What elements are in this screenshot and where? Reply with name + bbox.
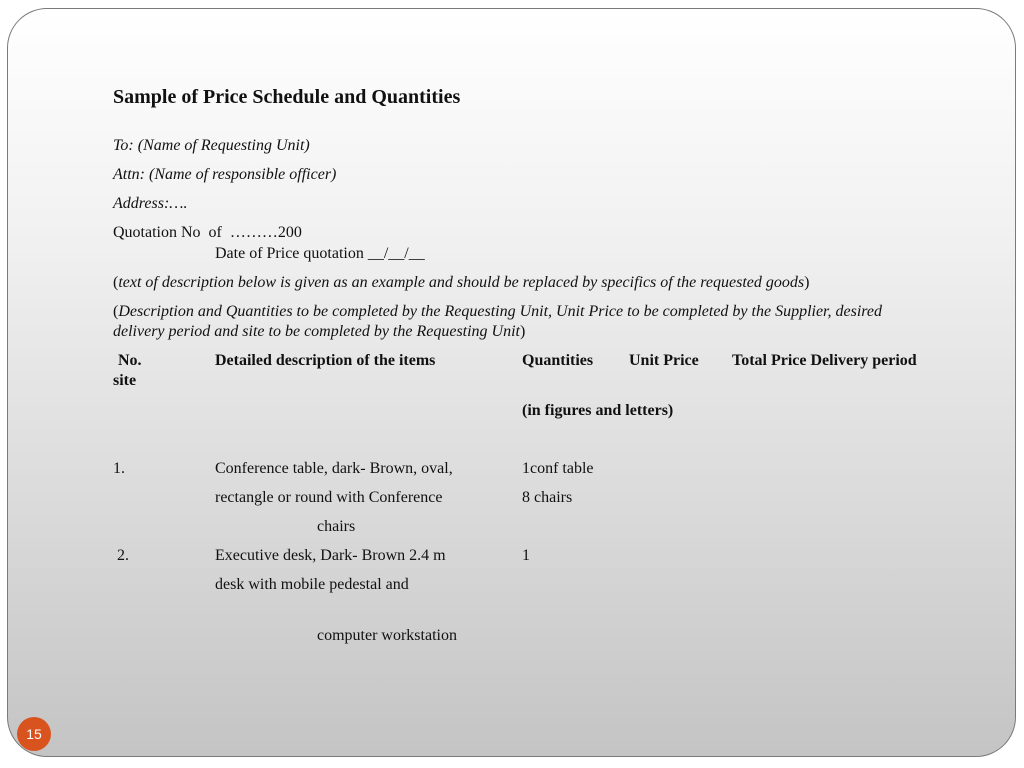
row-2-desc-line1: Executive desk, Dark- Brown 2.4 m: [215, 547, 446, 564]
attn-line: Attn: (Name of responsible officer): [113, 166, 337, 183]
note-completion-line2: delivery period and site to be completed by the Requesting Unit): [113, 323, 526, 340]
page-title: Sample of Price Schedule and Quantities: [113, 86, 461, 108]
row-2-desc-line2: desk with mobile pedestal and: [215, 576, 409, 593]
note-example: (text of description below is given as an example and should be replaced by specifics of the requested goods): [113, 274, 810, 291]
address-line: Address:….: [113, 195, 188, 212]
header-no: No.: [118, 352, 142, 369]
row-1-no: 1.: [113, 460, 125, 477]
header-site: site: [113, 372, 137, 389]
row-2-desc-line3: computer workstation: [317, 627, 457, 644]
header-quantities: Quantities: [522, 352, 594, 369]
row-1-desc-line3: chairs: [317, 518, 356, 535]
slide: [7, 8, 1016, 757]
page-number-badge: 15: [17, 717, 51, 751]
row-1-desc-line2: rectangle or round with Conference: [215, 489, 443, 506]
note-example-text: text of description below is given as an example and should be replaced by specifics of the requested goods: [118, 274, 805, 291]
note-completion-text2: delivery period and site to be completed by the Requesting Unit: [113, 323, 520, 340]
note-completion-text1: Description and Quantities to be completed by the Requesting Unit, Unit Price to be completed by the Supplier, desired: [118, 303, 883, 320]
note-completion-line1: (Description and Quantities to be completed by the Requesting Unit, Unit Price to be completed by the Supplier, desired: [113, 303, 883, 320]
row-2-no: 2.: [117, 547, 129, 564]
quotation-no-line: Quotation No of ………200: [113, 224, 302, 241]
header-figures-letters: (in figures and letters): [522, 402, 674, 419]
row-1-qty-line2: 8 chairs: [522, 489, 573, 506]
row-1-desc-line1: Conference table, dark- Brown, oval,: [215, 460, 453, 477]
header-total-delivery: Total Price Delivery period: [732, 352, 917, 369]
to-line: To: (Name of Requesting Unit): [113, 137, 310, 154]
date-line: Date of Price quotation __/__/__: [215, 245, 425, 262]
slide-content: [8, 9, 1016, 757]
header-unit-price: Unit Price: [629, 352, 699, 369]
header-description: Detailed description of the items: [215, 352, 436, 369]
row-1-qty-line1: 1conf table: [522, 460, 594, 477]
row-2-qty-line1: 1: [522, 547, 530, 564]
